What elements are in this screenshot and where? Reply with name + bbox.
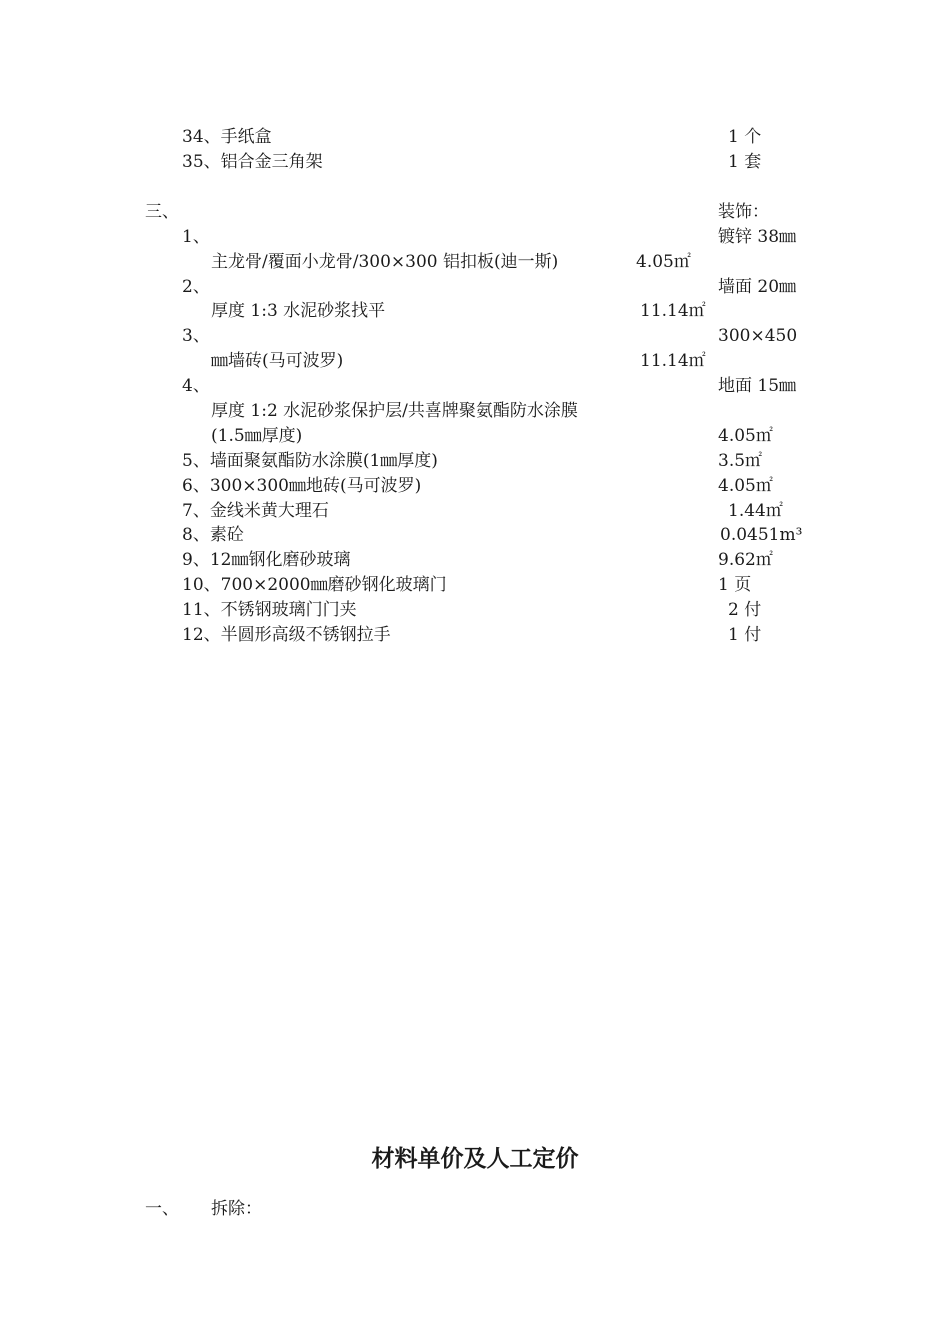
price-heading-text: 拆除： (211, 1199, 262, 1219)
item-2-num: 2、 (182, 277, 210, 297)
item-1-num: 1、 (182, 227, 210, 247)
item-34-label: 34、手纸盒 (182, 127, 272, 147)
item-12-label: 12、半圆形高级不锈钢拉手 (182, 625, 391, 645)
item-3-num: 3、 (182, 326, 210, 346)
item-11-qty: 2 付 (728, 600, 762, 620)
item-35-qty: 1 套 (728, 152, 762, 172)
item-7-label: 7、金线米黄大理石 (182, 501, 329, 521)
item-1-text: 主龙骨/覆面小龙骨/300×300 铝扣板(迪一斯) (211, 252, 559, 272)
item-8-label: 8、素砼 (182, 525, 244, 545)
item-2-right: 墙面 20㎜ (718, 277, 797, 297)
item-2-qty: 11.14㎡ (640, 301, 706, 321)
item-3-qty: 11.14㎡ (640, 351, 706, 371)
item-3-right: 300×450 (718, 326, 798, 346)
price-heading-num: 一、 (145, 1199, 179, 1219)
item-4-text-2: (1.5㎜厚度) (211, 426, 303, 446)
section-3-heading: 三、 (145, 202, 179, 222)
item-10-label: 10、700×2000㎜磨砂钢化玻璃门 (182, 575, 447, 595)
item-9-qty: 9.62㎡ (718, 550, 773, 570)
item-4-text: 厚度 1:2 水泥砂浆保护层/共喜牌聚氨酯防水涂膜 (211, 401, 578, 421)
item-7-qty: 1.44㎡ (728, 501, 783, 521)
item-3-text: ㎜墙砖(马可波罗) (211, 351, 344, 371)
item-34-qty: 1 个 (728, 127, 762, 147)
item-1-right: 镀锌 38㎜ (718, 227, 797, 247)
item-4-right: 地面 15㎜ (718, 376, 797, 396)
item-4-num: 4、 (182, 376, 210, 396)
item-5-qty: 3.5㎡ (718, 451, 763, 471)
item-8-qty: 0.0451m³ (720, 525, 803, 545)
item-35-label: 35、铝合金三角架 (182, 152, 323, 172)
item-5-label: 5、墙面聚氨酯防水涂膜(1㎜厚度) (182, 451, 438, 471)
item-1-qty: 4.05㎡ (636, 252, 691, 272)
item-9-label: 9、12㎜钢化磨砂玻璃 (182, 550, 351, 570)
item-12-qty: 1 付 (728, 625, 762, 645)
item-6-qty: 4.05㎡ (718, 476, 773, 496)
section-3-right-heading: 装饰： (718, 202, 769, 222)
section-title: 材料单价及人工定价 (371, 1145, 579, 1172)
item-2-text: 厚度 1:3 水泥砂浆找平 (211, 301, 386, 321)
item-10-qty: 1 页 (718, 575, 752, 595)
item-6-label: 6、300×300㎜地砖(马可波罗) (182, 476, 422, 496)
item-11-label: 11、不锈钢玻璃门门夹 (182, 600, 357, 620)
item-4-qty: 4.05㎡ (718, 426, 773, 446)
